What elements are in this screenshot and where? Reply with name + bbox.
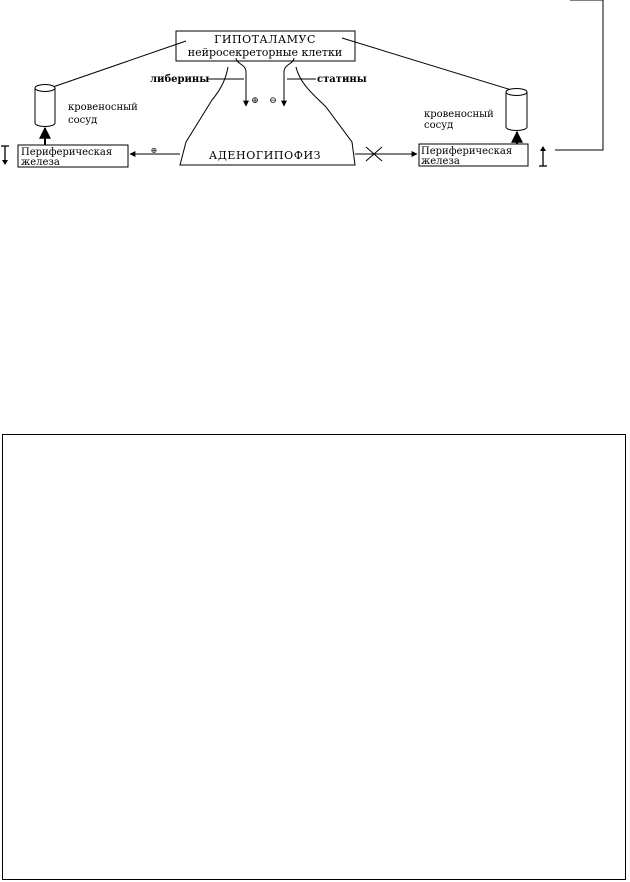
right-level-indicator (539, 146, 547, 166)
hypothalamus-pituitary-diagram (0, 0, 630, 200)
statins-label: статины (317, 74, 367, 85)
left-gland-label-line1: Периферическая (21, 147, 113, 158)
left-vessel-label-line2: сосуд (68, 115, 98, 126)
right-blood-vessel (506, 89, 527, 131)
neurosecretory-cells-label: нейросекреторные клетки (187, 46, 343, 59)
liberins-label: либерины (150, 74, 210, 85)
left-vessel-label-line1: кровеносный (68, 102, 138, 113)
plus-sign-center: ⊕ (251, 96, 259, 106)
left-level-indicator (1, 146, 9, 165)
right-gland-label-line1: Периферическая (421, 146, 513, 157)
right-vessel-label-line1: кровеносный (424, 109, 494, 120)
adenohypophysis-label: АДЕНОГИПОФИЗ (208, 149, 322, 162)
right-peripheral-gland (419, 144, 528, 167)
left-blood-vessel (35, 85, 55, 127)
hypothalamus-box (176, 31, 355, 61)
hypothalamus-title: ГИПОТАЛАМУС (214, 33, 316, 46)
feedback-bracket-line (555, 0, 603, 150)
minus-sign-center: ⊖ (269, 96, 277, 106)
right-vessel-label-line2: сосуд (424, 120, 454, 131)
line-hypothalamus-to-right-vessel (342, 38, 518, 92)
empty-answer-frame (2, 434, 626, 880)
left-peripheral-gland (18, 145, 128, 168)
left-gland-label-line2: железа (21, 157, 60, 168)
liberins-arrow (236, 58, 246, 106)
plus-sign-left: ⊕ (150, 146, 158, 155)
statins-arrow (284, 58, 294, 106)
right-gland-label-line2: железа (421, 156, 460, 167)
